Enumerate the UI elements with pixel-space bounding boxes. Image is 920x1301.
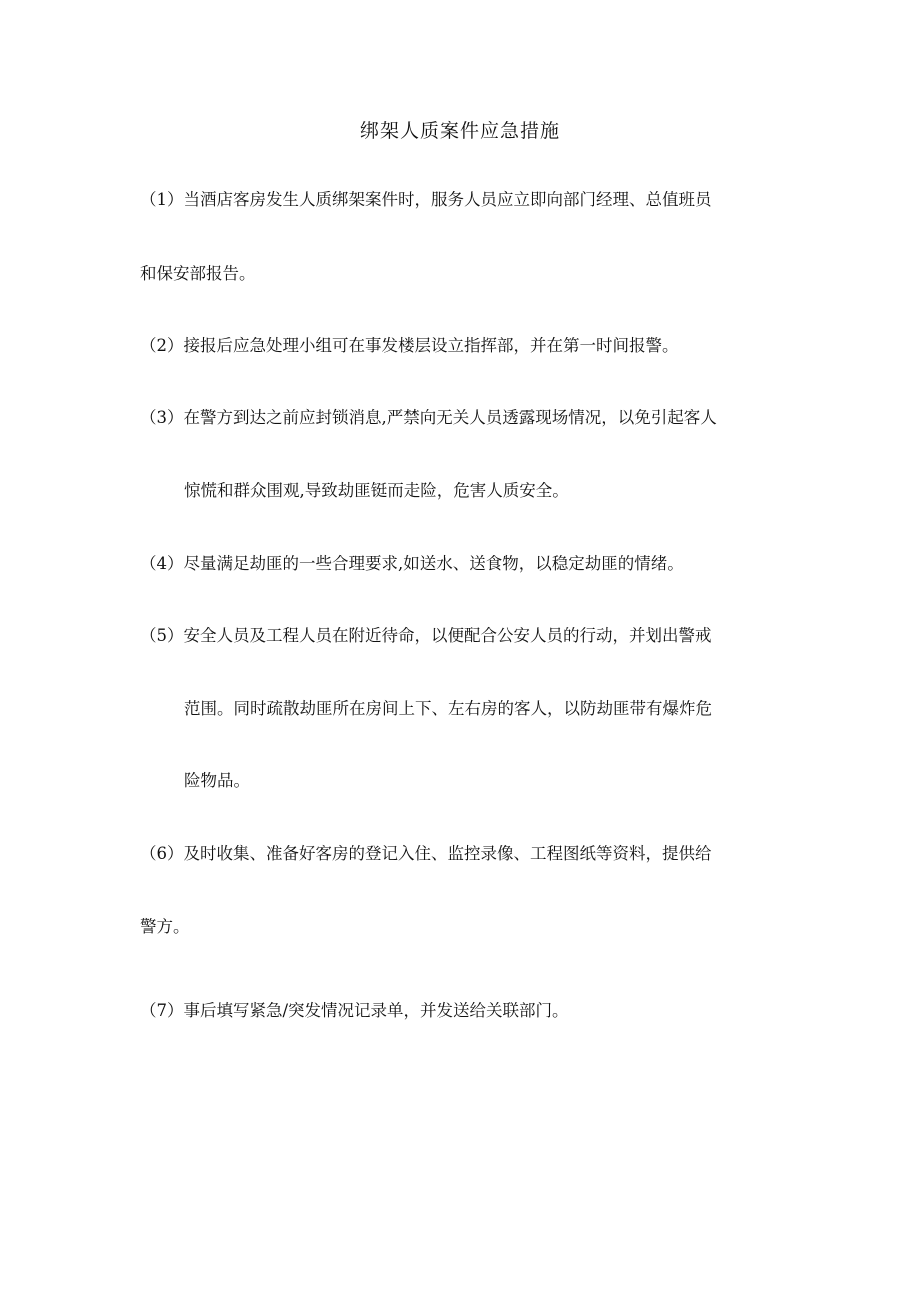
document-title: 绑架人质案件应急措施 [359, 120, 560, 142]
paragraph-3-line-1: （3）在警方到达之前应封锁消息,严禁向无关人员透露现场情况，以免引起客人 [140, 408, 717, 427]
paragraph-4: （4）尽量满足劫匪的一些合理要求,如送水、送食物，以稳定劫匪的情绪。 [140, 554, 684, 573]
paragraph-1-line-1: （1）当酒店客房发生人质绑架案件时，服务人员应立即向部门经理、总值班员 [140, 190, 712, 209]
paragraph-6-line-2: 警方。 [140, 917, 190, 936]
paragraph-6-line-1: （6）及时收集、准备好客房的登记入住、监控录像、工程图纸等资料，提供给 [140, 844, 712, 863]
paragraph-2: （2）接报后应急处理小组可在事发楼层设立指挥部，并在第一时间报警。 [140, 336, 679, 355]
paragraph-5-line-3: 险物品。 [184, 771, 250, 790]
paragraph-5-line-2: 范围。同时疏散劫匪所在房间上下、左右房的客人，以防劫匪带有爆炸危 [184, 699, 712, 718]
paragraph-1-line-2: 和保安部报告。 [140, 264, 256, 283]
paragraph-5-line-1: （5）安全人员及工程人员在附近待命，以便配合公安人员的行动，并划出警戒 [140, 626, 712, 645]
paragraph-7: （7）事后填写紧急/突发情况记录单，并发送给关联部门。 [140, 1001, 569, 1020]
paragraph-3-line-2: 惊慌和群众围观,导致劫匪铤而走险，危害人质安全。 [184, 481, 569, 500]
